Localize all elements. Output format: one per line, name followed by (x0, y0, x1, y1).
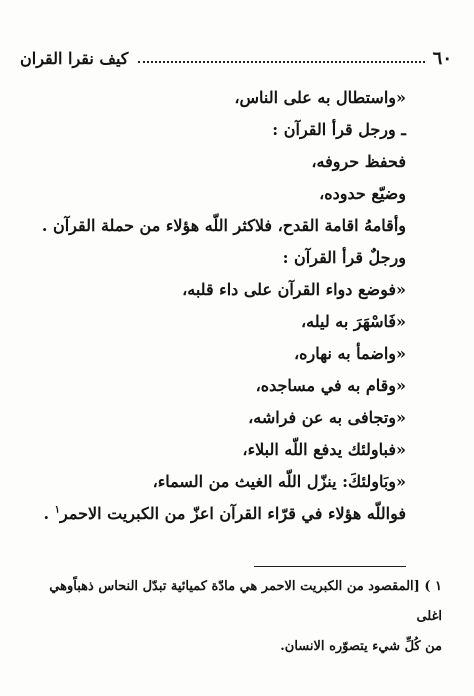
page-header (20, 46, 452, 70)
text-line: «فَاسْهَرَ به ليله، (300, 312, 406, 331)
text-line: ورجلٌ قرأ القرآن : (282, 248, 406, 267)
last-line-end: . (43, 504, 55, 523)
footnote-divider (254, 566, 406, 567)
text-line: «فوضع دواء القرآن على داء قلبه، (182, 280, 406, 299)
text-line: «واستطال به على الناس، (234, 88, 406, 107)
text-line: فحفظ حروفه، (311, 152, 406, 171)
text-line: «فباولئك يدفع اللّه البلاء، (242, 440, 406, 459)
main-text (30, 82, 406, 530)
footnote-marker: ١ (54, 504, 61, 516)
footnote (30, 572, 442, 662)
text-line: «وقام به في مساجده، (255, 376, 406, 395)
text-line: «واضمأ به نهاره، (293, 344, 406, 363)
text-line: «وتجافى به عن فراشه، (248, 408, 406, 427)
text-line-last (30, 498, 406, 530)
text-line: وأقامهُ اقامة القدح، فلاكثر اللّه هؤلاء من حملة القرآن . (41, 216, 406, 235)
footnote-line: من كُلِّ شيء يتصوّره الانسان. (280, 639, 442, 654)
page-number: ٦٠ (432, 47, 452, 69)
header-leader-dots (138, 61, 424, 63)
text-line: ـ ورجل قرأ القرآن : (272, 120, 406, 139)
text-line: «وبَاولئكَ: ينزّل اللّه الغيث من السماء، (152, 472, 406, 491)
text-line: وضيّع حدوده، (319, 184, 406, 203)
last-line-text: فواللّه هؤلاء في قرّاء القرآن اعزّ من الكبريت الاحمر (60, 504, 406, 523)
running-head: كيف نقرا القران (20, 48, 129, 68)
footnote-line: ١ ) [المقصود من الكبريت الاحمر هي مادّة كميائية تبدّل النحاس ذهباًوهي اغلى (49, 579, 442, 624)
